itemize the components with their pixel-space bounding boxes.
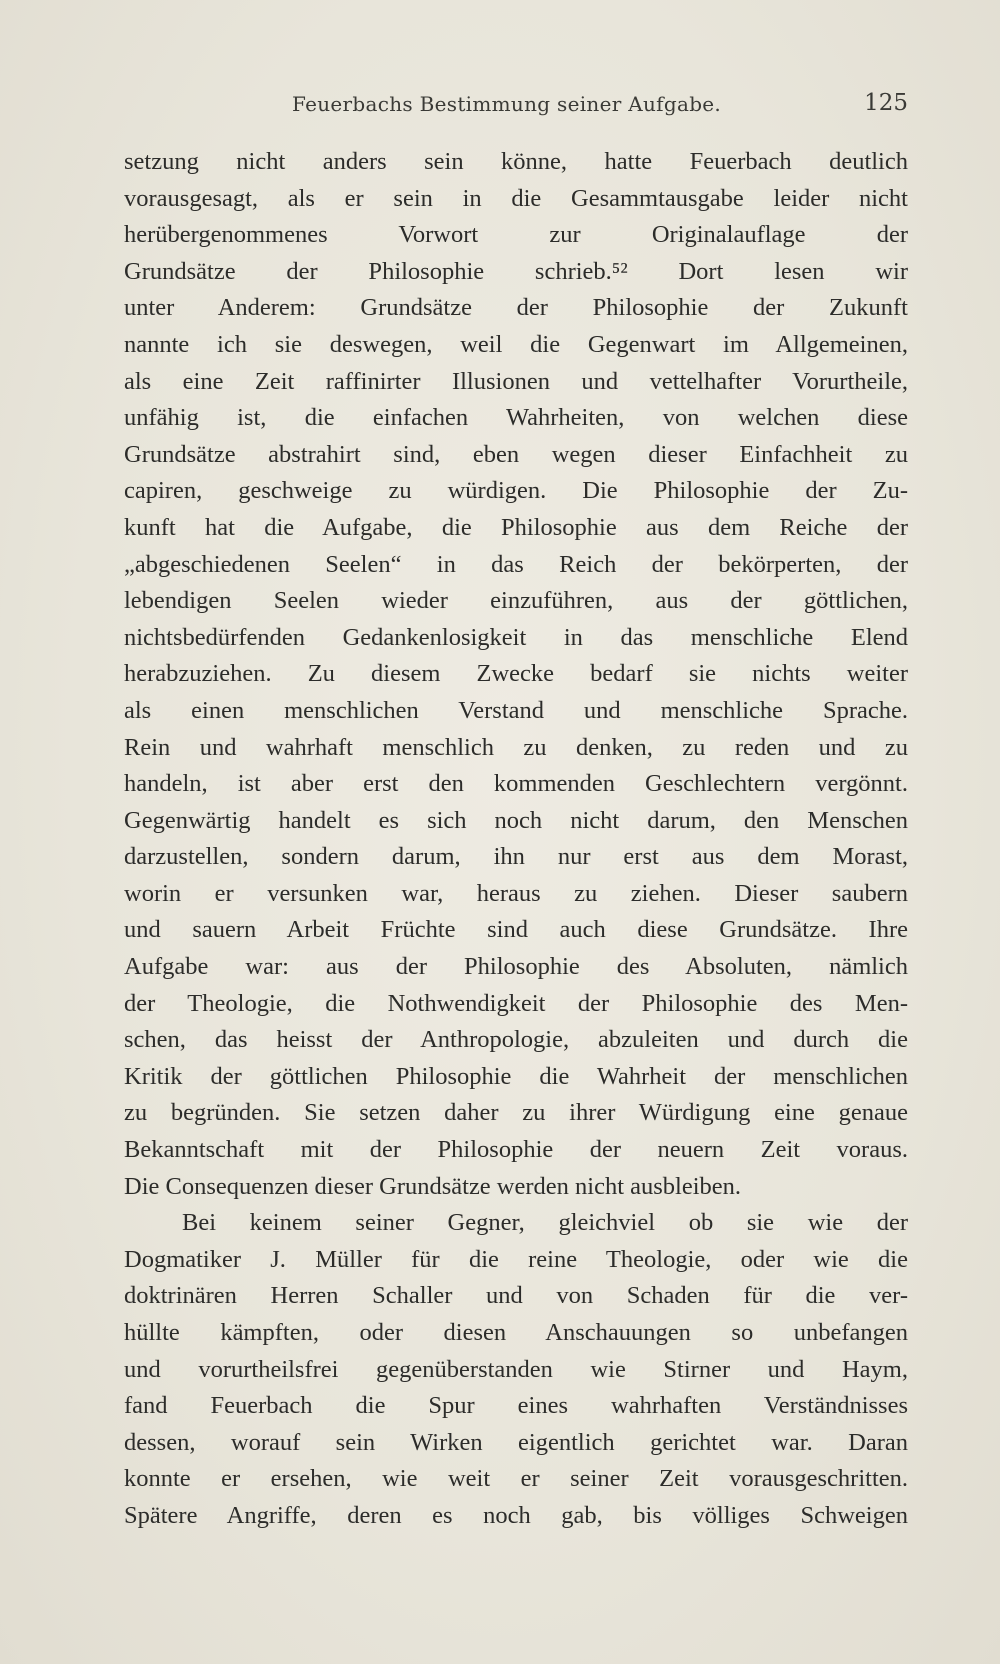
text-line: zu begründen. Sie setzen daher zu ihrer Würdigung eine genaue: [124, 1099, 908, 1127]
text-line: kunft hat die Aufgabe, die Philosophie aus dem Reiche der: [124, 513, 908, 541]
text-line: konnte er ersehen, wie weit er seiner Zeit vorausgeschritten.: [124, 1465, 908, 1493]
text-line: Rein und wahrhaft menschlich zu denken, zu reden und zu: [124, 733, 908, 761]
paragraph-1: [124, 144, 908, 1205]
text-line: unter Anderem: Grundsätze der Philosophie der Zukunft: [124, 294, 908, 322]
text-line: Spätere Angriffe, deren es noch gab, bis völliges Schweigen: [124, 1501, 908, 1529]
text-line: Grundsätze abstrahirt sind, eben wegen dieser Einfachheit zu: [124, 440, 908, 468]
text-line: darzustellen, sondern darum, ihn nur erst aus dem Morast,: [124, 843, 908, 871]
text-line: Grundsätze der Philosophie schrieb.⁵² Dort lesen wir: [124, 257, 908, 285]
text-line: hüllte kämpften, oder diesen Anschauungen so unbefangen: [124, 1319, 908, 1346]
text-line: dessen, worauf sein Wirken eigentlich gerichtet war. Daran: [124, 1428, 908, 1456]
text-line: Die Consequenzen dieser Grundsätze werden nicht ausbleiben.: [124, 1172, 742, 1200]
text-line: schen, das heisst der Anthropologie, abzuleiten und durch die: [124, 1026, 908, 1054]
text-line: handeln, ist aber erst den kommenden Geschlechtern vergönnt.: [124, 770, 908, 798]
text-line: nichtsbedürfenden Gedankenlosigkeit in das menschliche Elend: [124, 623, 908, 651]
text-line: doktrinären Herren Schaller und von Schaden für die ver-: [124, 1282, 908, 1310]
text-line: vorausgesagt, als er sein in die Gesammtausgabe leider nicht: [124, 184, 908, 212]
text-line: Dogmatiker J. Müller für die reine Theologie, oder wie die: [124, 1245, 908, 1273]
text-line: capiren, geschweige zu würdigen. Die Philosophie der Zu-: [124, 477, 908, 505]
text-line: „abgeschiedenen Seelen“ in das Reich der bekörperten, der: [124, 550, 908, 578]
page-header: [124, 88, 908, 124]
text-line: als eine Zeit raffinirter Illusionen und vettelhafter Vorurtheile,: [124, 367, 908, 395]
running-title: Feuerbachs Bestimmung seiner Aufgabe.: [292, 92, 722, 116]
text-line: herübergenommenes Vorwort zur Originalauflage der: [124, 221, 908, 249]
text-line: lebendigen Seelen wieder einzuführen, aus der göttlichen,: [124, 587, 908, 615]
body-text: [124, 144, 908, 1535]
text-line: und sauern Arbeit Früchte sind auch diese Grundsätze. Ihre: [124, 916, 908, 944]
text-line: unfähig ist, die einfachen Wahrheiten, von welchen diese: [124, 404, 908, 432]
text-line: der Theologie, die Nothwendigkeit der Philosophie des Men-: [124, 989, 908, 1017]
text-line: fand Feuerbach die Spur eines wahrhaften Verständnisses: [124, 1392, 908, 1420]
text-line: Kritik der göttlichen Philosophie die Wahrheit der menschlichen: [124, 1062, 908, 1090]
text-line: nannte ich sie deswegen, weil die Gegenwart im Allgemeinen,: [124, 330, 908, 358]
text-line: Bei keinem seiner Gegner, gleichviel ob sie wie der: [182, 1209, 908, 1237]
text-line: als einen menschlichen Verstand und menschliche Sprache.: [124, 696, 908, 724]
text-line: herabzuziehen. Zu diesem Zwecke bedarf sie nichts weiter: [124, 660, 908, 688]
text-line: Gegenwärtig handelt es sich noch nicht darum, den Menschen: [124, 806, 908, 834]
text-line: Aufgabe war: aus der Philosophie des Absoluten, nämlich: [124, 953, 908, 981]
text-line: worin er versunken war, heraus zu ziehen. Dieser saubern: [124, 879, 908, 907]
page-number: 125: [864, 90, 908, 116]
text-line: setzung nicht anders sein könne, hatte Feuerbach deutlich: [124, 148, 908, 175]
paragraph-2: [124, 1205, 908, 1534]
text-line: und vorurtheilsfrei gegenüberstanden wie Stirner und Haym,: [124, 1355, 908, 1383]
text-line: Bekanntschaft mit der Philosophie der neuern Zeit voraus.: [124, 1136, 908, 1164]
